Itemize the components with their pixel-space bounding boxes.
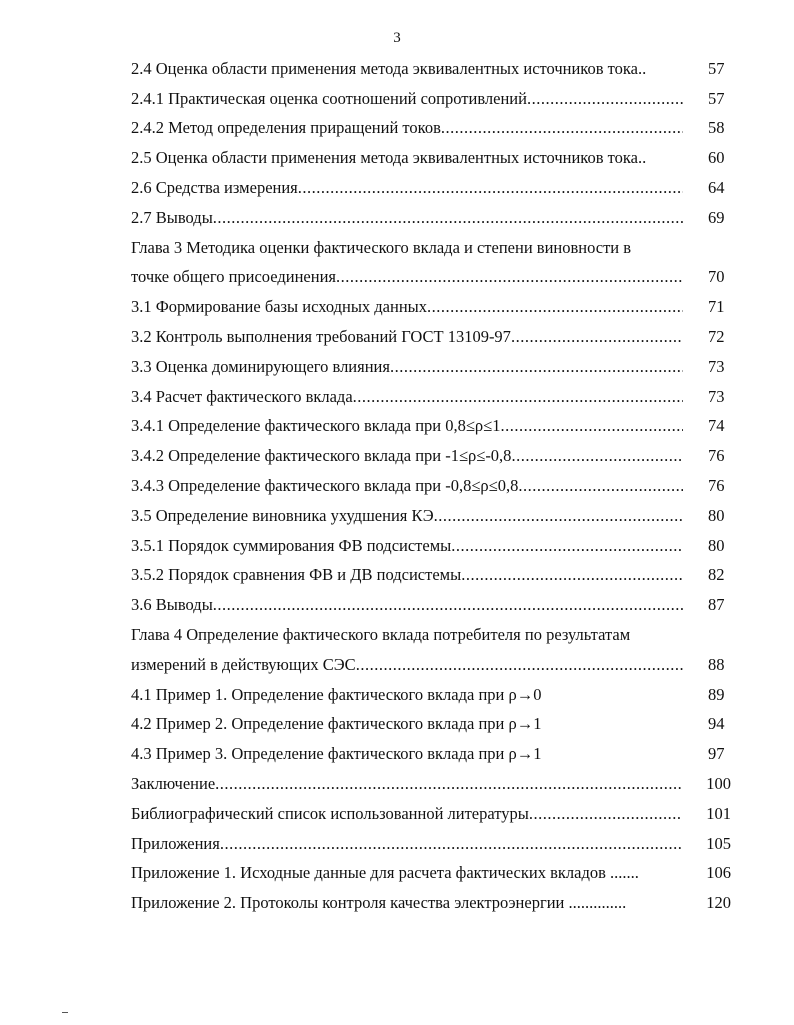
toc-page-number: 80 [708,535,725,555]
toc-entry-title [131,89,683,109]
toc-leader-dots [215,774,681,794]
toc-entry [131,739,731,769]
toc-entry [131,620,731,650]
toc-entry-title [131,625,683,645]
toc-entry-text: 2.4 Оценка области применения метода эквивалентных источников тока.. [131,58,647,78]
toc-page-number: 57 [708,88,725,108]
toc-entry [131,859,731,889]
toc-entry [131,799,731,829]
toc-entry-title [131,357,683,377]
toc-entry-title [131,178,683,198]
toc-entry-text: 3.4.3 Определение фактического вклада при -0,8≤ρ≤0,8 [131,476,519,496]
toc-entry-title [131,834,681,854]
toc-entry-text: 4.3 Пример 3. Определение фактического вклада при ρ→1 [131,744,542,764]
toc-entry-title [131,267,683,287]
toc-leader-dots [336,267,683,287]
toc-page-number: 88 [708,654,725,674]
toc-entry-title [131,506,683,526]
toc-page-number: 76 [708,446,725,466]
toc-page-number: 94 [708,714,725,734]
toc-page-number: 80 [708,505,725,525]
toc-leader-dots [451,536,683,556]
toc-entry-title [131,59,683,79]
toc-leader-dots [213,208,683,228]
toc-entry-title [131,804,681,824]
toc-entry [131,471,731,501]
toc-entry-title [131,595,683,615]
toc-page-number: 105 [706,833,731,853]
toc-leader-dots [500,416,683,436]
toc-leader-dots [356,655,683,675]
toc-leader-dots [390,357,683,377]
toc-entry-title [131,655,683,675]
toc-entry-text: Заключение [131,774,216,794]
toc-page-number: 57 [708,58,725,78]
toc-entry-text: 3.5.1 Порядок суммирования ФВ подсистемы [131,535,452,555]
toc-entry-text: измерений в действующих СЭС [131,654,356,674]
toc-entry [131,143,731,173]
toc-page-number: 71 [708,297,725,317]
toc-page-number: 70 [708,267,725,287]
toc-entry [131,531,731,561]
toc-entry-text: Глава 4 Определение фактического вклада потребителя по результатам [131,625,631,645]
toc-page-number: 73 [708,386,725,406]
toc-page-number: 89 [708,684,725,704]
toc-entry-text: 3.5 Определение виновника ухудшения КЭ [131,505,434,525]
toc-page-number: 72 [708,327,725,347]
toc-entry [131,710,731,740]
toc-entry-text: 4.1 Пример 1. Определение фактического вклада при ρ→0 [131,684,542,704]
toc-entry-title [131,118,683,138]
toc-leader-dots [529,804,681,824]
toc-leader-dots [441,118,683,138]
toc-entry-title [131,536,683,556]
toc-entry [131,561,731,591]
toc-page-number: 69 [708,207,725,227]
toc-entry-title [131,327,683,347]
toc-entry-text: Приложения [131,833,220,853]
toc-entry [131,441,731,471]
toc-page-number: 60 [708,148,725,168]
toc-entry-title [131,774,681,794]
toc-entry-title [131,863,681,883]
toc-entry [131,322,731,352]
scan-mark [62,1012,68,1013]
toc-entry-text: 3.4.1 Определение фактического вклада при 0,8≤ρ≤1 [131,416,501,436]
toc-entry [131,501,731,531]
toc-entry-text: 2.4.1 Практическая оценка соотношений сопротивлений [131,88,527,108]
toc-entry-text: 2.6 Средства измерения [131,178,298,198]
toc-page-number: 87 [708,595,725,615]
toc-entry [131,590,731,620]
toc-entry-title [131,476,683,496]
toc-entry-text: Приложение 2. Протоколы контроля качества электроэнергии .............. [131,893,627,913]
toc-entry-text: 3.4.2 Определение фактического вклада при -1≤ρ≤-0,8 [131,446,512,466]
toc-page-number: 100 [706,774,731,794]
toc-page-number: 64 [708,178,725,198]
toc-entry-text: 3.3 Оценка доминирующего влияния [131,356,390,376]
toc-leader-dots [353,387,683,407]
toc-entry-title [131,893,681,913]
toc-page-number: 101 [706,803,731,823]
toc-entry [131,263,731,293]
toc-entry [131,352,731,382]
toc-leader-dots [527,89,683,109]
toc-page-number: 74 [708,416,725,436]
toc-leader-dots [298,178,683,198]
toc-entry-title [131,387,683,407]
toc-entry-title [131,714,683,734]
toc-entry-text: Библиографический список использованной литературы [131,803,529,823]
toc-entry [131,888,731,918]
toc-entry-title [131,208,683,228]
toc-page-number: 73 [708,356,725,376]
toc-page-number: 97 [708,744,725,764]
toc-entry [131,650,731,680]
table-of-contents [131,54,731,918]
toc-entry-title [131,685,683,705]
toc-entry [131,173,731,203]
toc-entry-title [131,148,683,168]
toc-entry [131,292,731,322]
toc-leader-dots [518,476,683,496]
toc-entry-text: 3.6 Выводы [131,595,213,615]
toc-entry-text: 3.1 Формирование базы исходных данных [131,297,427,317]
toc-page-number: 120 [706,893,731,913]
toc-entry [131,382,731,412]
toc-leader-dots [434,506,683,526]
toc-entry-text: 2.5 Оценка области применения метода эквивалентных источников тока.. [131,148,647,168]
toc-leader-dots [213,595,683,615]
toc-leader-dots [461,565,683,585]
toc-entry [131,829,731,859]
toc-entry-title [131,446,683,466]
toc-entry-text: точке общего присоединения [131,267,336,287]
toc-entry [131,680,731,710]
toc-entry [131,114,731,144]
toc-entry [131,233,731,263]
toc-page-number: 106 [706,863,731,883]
toc-leader-dots [220,834,681,854]
toc-entry-title [131,297,683,317]
toc-entry-text: 2.4.2 Метод определения приращений токов [131,118,441,138]
toc-leader-dots [511,446,683,466]
toc-page-number: 58 [708,118,725,138]
toc-entry [131,54,731,84]
toc-entry [131,84,731,114]
toc-entry-text: 2.7 Выводы [131,207,213,227]
toc-entry-title [131,416,683,436]
toc-entry-text: 3.2 Контроль выполнения требований ГОСТ 13109-97 [131,327,511,347]
toc-entry-text: Глава 3 Методика оценки фактического вклада и степени виновности в [131,237,632,257]
toc-entry [131,203,731,233]
toc-entry-title [131,565,683,585]
toc-entry-text: Приложение 1. Исходные данные для расчета фактических вкладов ....... [131,863,639,883]
toc-page-number: 76 [708,476,725,496]
page-number: 3 [393,30,401,46]
toc-entry-text: 3.5.2 Порядок сравнения ФВ и ДВ подсистемы [131,565,462,585]
toc-leader-dots [511,327,683,347]
toc-page-number: 82 [708,565,725,585]
toc-entry [131,412,731,442]
toc-entry-text: 3.4 Расчет фактического вклада [131,386,353,406]
toc-leader-dots [427,297,683,317]
toc-entry-title [131,238,683,258]
toc-entry-title [131,744,683,764]
toc-entry-text: 4.2 Пример 2. Определение фактического вклада при ρ→1 [131,714,542,734]
toc-entry [131,769,731,799]
